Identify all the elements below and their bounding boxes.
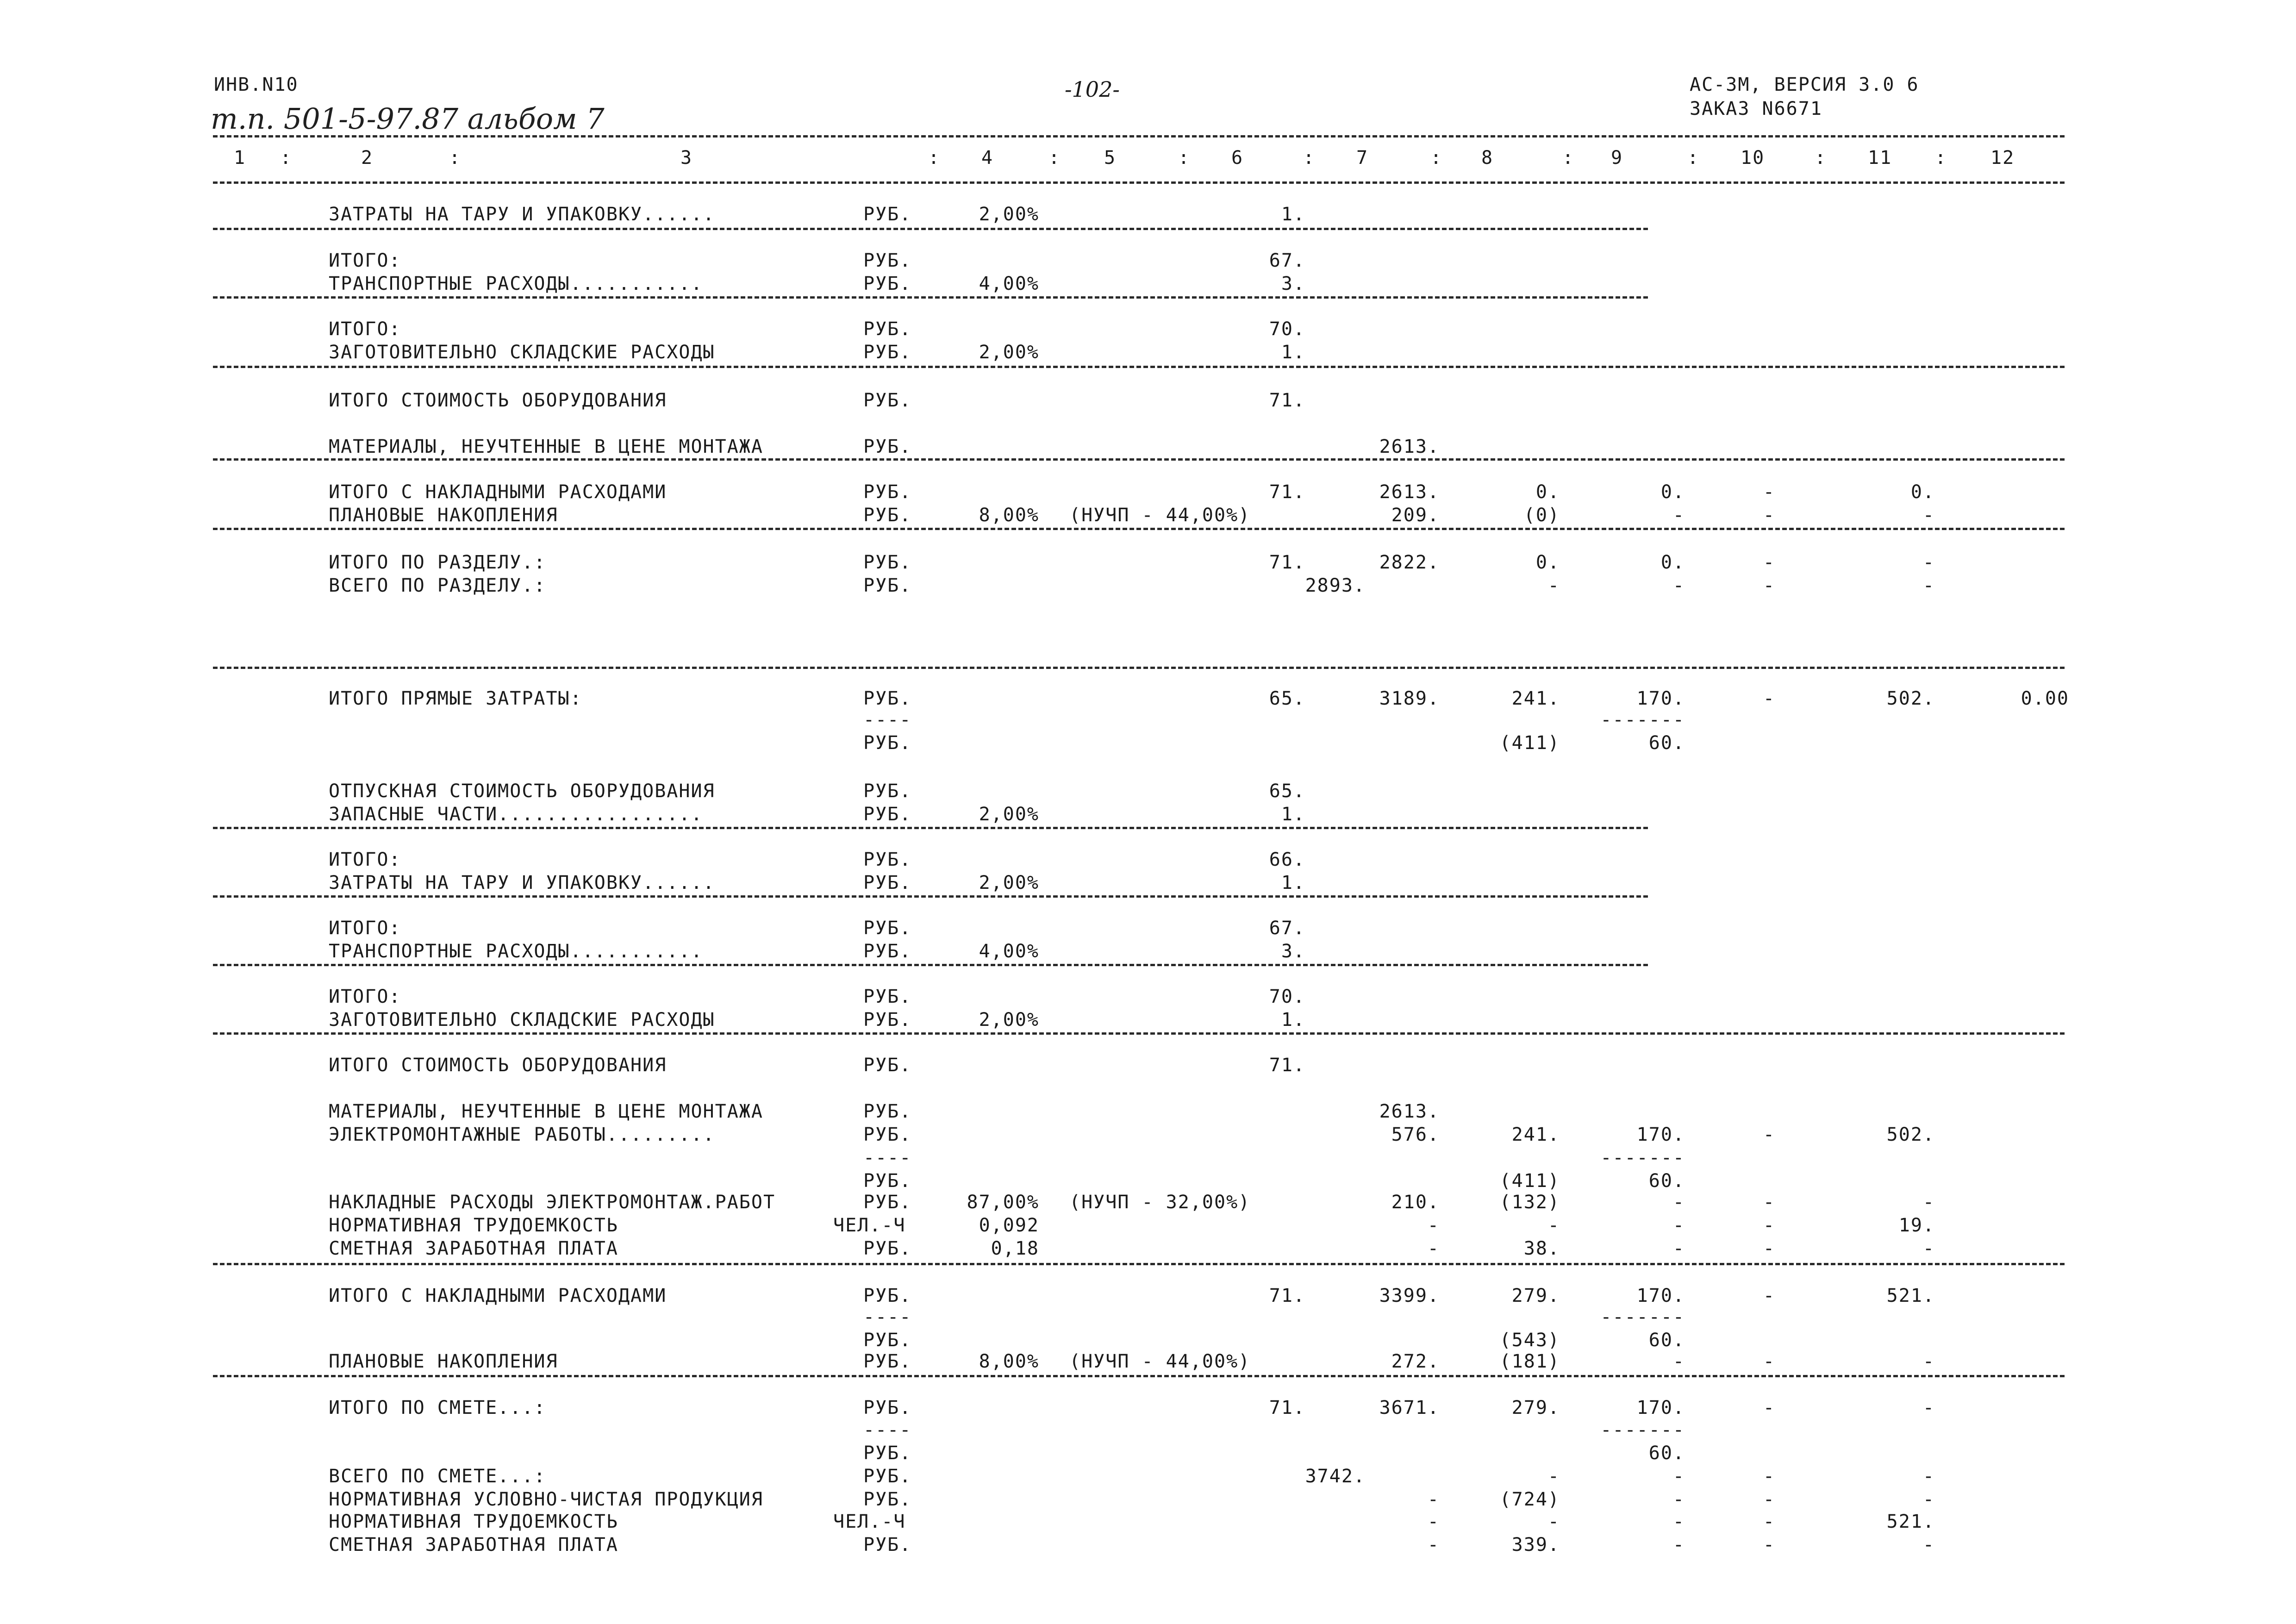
dashed-rule [213,458,2065,461]
row-label: СМЕТНАЯ ЗАРАБОТНАЯ ПЛАТА [329,1534,618,1555]
row-label: ТРАНСПОРТНЫЕ РАСХОДЫ........... [329,941,703,962]
row-cell-c4: 2,00% [979,804,1039,825]
row-cell-c12: 0.00 [2021,688,2069,709]
row-unit: РУБ. [863,1101,912,1122]
column-separator: : [928,147,941,169]
row-label: ЗАТРАТЫ НА ТАРУ И УПАКОВКУ...... [329,872,715,893]
row-cell-c10: - [1763,575,1775,596]
column-separator: : [1815,147,1827,169]
inventory-number: ИНВ.N10 [214,74,299,95]
row-cell-c8: (181) [1499,1351,1560,1372]
row-cell-c9: 0. [1660,481,1685,503]
row-cell-c6: 71. [1269,390,1305,411]
row-cell-c9: ------- [1600,1306,1685,1328]
column-number-6: 6 [1231,147,1244,169]
row-cell-c11: - [1922,575,1935,596]
row-cell-c11: - [1922,1238,1935,1259]
row-label: ИТОГО: [329,986,401,1007]
row-cell-c10: - [1763,1192,1775,1213]
column-number-1: 1 [234,147,246,169]
row-cell-c10: - [1763,1124,1775,1145]
row-cell-c6: 3. [1281,941,1305,962]
row-cell-c8: - [1547,1511,1560,1532]
row-label: ЗАПАСНЫЕ ЧАСТИ................. [329,804,703,825]
row-cell-c8: (411) [1499,732,1560,754]
row-cell-c6: 3. [1281,273,1305,294]
dashed-rule [213,1375,2065,1377]
row-label: ИТОГО ПРЯМЫЕ ЗАТРАТЫ: [329,688,582,709]
row-unit: РУБ. [863,481,912,503]
column-number-7: 7 [1356,147,1369,169]
row-unit: РУБ. [863,918,912,939]
row-cell-c10: - [1763,1397,1775,1418]
row-unit: РУБ. [863,1330,912,1351]
row-label: ВСЕГО ПО РАЗДЕЛУ.: [329,575,546,596]
program-version: АС-3М, ВЕРСИЯ 3.0 6 [1690,74,1919,95]
row-unit: РУБ. [863,390,912,411]
row-cell-c6: 65. [1269,688,1305,709]
row-label: ИТОГО ПО РАЗДЕЛУ.: [329,552,546,573]
row-cell-c7: - [1427,1489,1440,1510]
row-accrual-basis: (НУЧП - 44,00%) [1069,1351,1251,1372]
row-cell-c9: - [1672,1511,1685,1532]
dashed-rule [213,895,1648,898]
column-separator: : [280,147,293,169]
row-label: ЗАГОТОВИТЕЛЬНО СКЛАДСКИЕ РАСХОДЫ [329,342,715,363]
row-label: МАТЕРИАЛЫ, НЕУЧТЕННЫЕ В ЦЕНЕ МОНТАЖА [329,436,763,457]
row-cell-c7: 2613. [1379,1101,1440,1122]
row-label: ЗАТРАТЫ НА ТАРУ И УПАКОВКУ...... [329,204,715,225]
row-unit: ---- [863,1147,912,1168]
row-cell-c9: 60. [1648,1330,1685,1351]
row-label: НАКЛАДНЫЕ РАСХОДЫ ЭЛЕКТРОМОНТАЖ.РАБОТ [329,1192,776,1213]
row-unit: РУБ. [863,781,912,802]
row-label: ИТОГО: [329,250,401,271]
row-cell-c9: - [1672,575,1685,596]
row-cell-c6: 1. [1281,1009,1305,1031]
row-cell-c10: - [1763,1466,1775,1487]
row-unit: РУБ. [863,872,912,893]
row-label: ИТОГО: [329,849,401,870]
column-separator: : [1687,147,1700,169]
row-cell-c9: 170. [1636,1397,1685,1418]
row-cell-c9: ------- [1600,1147,1685,1168]
column-number-3: 3 [680,147,693,169]
row-unit: РУБ. [863,1055,912,1076]
row-unit: РУБ. [863,552,912,573]
row-unit: РУБ. [863,1466,912,1487]
row-cell-c10: - [1763,1351,1775,1372]
row-unit: РУБ. [863,1397,912,1418]
row-cell-c9: ------- [1600,709,1685,731]
row-cell-c6: 71. [1269,481,1305,503]
row-unit: РУБ. [863,1238,912,1259]
row-unit: РУБ. [863,1351,912,1372]
row-cell-c7: 3671. [1379,1397,1440,1418]
row-unit: РУБ. [863,342,912,363]
row-cell-c4: 4,00% [979,273,1039,294]
row-cell-c4: 8,00% [979,1351,1039,1372]
row-cell-c11: 521. [1886,1511,1935,1532]
row-cell-c8: 279. [1511,1285,1560,1306]
row-cell-c8: 0. [1535,552,1560,573]
row-unit: РУБ. [863,505,912,526]
row-cell-c6: 65. [1269,781,1305,802]
column-number-9: 9 [1611,147,1623,169]
row-cell-c10: - [1763,1285,1775,1306]
row-label: ПЛАНОВЫЕ НАКОПЛЕНИЯ [329,1351,558,1372]
row-cell-c11: - [1922,1489,1935,1510]
row-cell-c8: 339. [1511,1534,1560,1555]
row-cell-c7: 209. [1391,505,1440,526]
row-cell-c6: 66. [1269,849,1305,870]
row-unit: ---- [863,1306,912,1328]
column-separator: : [1303,147,1316,169]
column-separator: : [1562,147,1575,169]
row-cell-c8: (132) [1499,1192,1560,1213]
row-unit: РУБ. [863,941,912,962]
row-cell-c10: - [1763,1238,1775,1259]
row-unit: РУБ. [863,273,912,294]
row-unit: РУБ. [863,1285,912,1306]
row-cell-c11: - [1922,1351,1935,1372]
order-number: ЗАКАЗ N6671 [1690,98,1822,119]
row-cell-c4: 4,00% [979,941,1039,962]
row-cell-c9: 60. [1648,1443,1685,1464]
row-unit: РУБ. [863,1009,912,1031]
row-cell-c11: 502. [1886,688,1935,709]
row-unit: РУБ. [863,204,912,225]
dashed-rule [213,1263,2065,1265]
row-cell-c9: 170. [1636,1285,1685,1306]
row-unit: РУБ. [863,250,912,271]
row-cell-c6: 70. [1269,319,1305,340]
row-label: ЭЛЕКТРОМОНТАЖНЫЕ РАБОТЫ......... [329,1124,715,1145]
row-cell-c9: - [1672,1215,1685,1236]
row-cell-c9: 170. [1636,688,1685,709]
row-cell-c10: - [1763,552,1775,573]
row-unit: РУБ. [863,1443,912,1464]
row-label: НОРМАТИВНАЯ ТРУДОЕМКОСТЬ [329,1511,618,1532]
row-unit: ---- [863,709,912,731]
dashed-rule [213,181,2065,184]
row-cell-c7: 2613. [1379,481,1440,503]
row-label: ИТОГО: [329,319,401,340]
row-unit: РУБ. [863,575,912,596]
row-cell-c9: - [1672,1489,1685,1510]
column-number-5: 5 [1104,147,1117,169]
row-cell-c6: 71. [1269,1285,1305,1306]
row-label: СМЕТНАЯ ЗАРАБОТНАЯ ПЛАТА [329,1238,618,1259]
row-label: ИТОГО С НАКЛАДНЫМИ РАСХОДАМИ [329,481,667,503]
row-label: ИТОГО С НАКЛАДНЫМИ РАСХОДАМИ [329,1285,667,1306]
row-cell-c7: 210. [1391,1192,1440,1213]
row-cell-c7: - [1427,1534,1440,1555]
row-cell-c11: - [1922,1466,1935,1487]
row-label: НОРМАТИВНАЯ ТРУДОЕМКОСТЬ [329,1215,618,1236]
dashed-rule [213,135,2065,137]
row-cell-c6: 1. [1281,342,1305,363]
dashed-rule [213,667,2065,669]
row-cell-c9: ------- [1600,1419,1685,1441]
row-cell-c7: 576. [1391,1124,1440,1145]
row-label: ИТОГО ПО СМЕТЕ...: [329,1397,546,1418]
row-cell-c8: 38. [1523,1238,1560,1259]
row-cell-c7: - [1427,1215,1440,1236]
row-unit: РУБ. [863,986,912,1007]
row-cell-c7: 3399. [1379,1285,1440,1306]
row-cell-c8: 279. [1511,1397,1560,1418]
row-cell-c6: 67. [1269,250,1305,271]
row-cell-c9: - [1672,1466,1685,1487]
row-cell-c10: - [1763,1511,1775,1532]
row-cell-c7: - [1427,1511,1440,1532]
column-number-8: 8 [1481,147,1494,169]
row-unit: ---- [863,1419,912,1441]
row-cell-c9: 170. [1636,1124,1685,1145]
dashed-rule [213,1032,2065,1035]
row-cell-c11: 0. [1910,481,1935,503]
column-number-12: 12 [1990,147,2015,169]
row-cell-c67: 3742. [1305,1466,1366,1487]
column-separator: : [449,147,462,169]
row-cell-c8: (724) [1499,1489,1560,1510]
row-cell-c11: - [1922,505,1935,526]
row-cell-c8: 241. [1511,688,1560,709]
row-cell-c4: 0,092 [979,1215,1039,1236]
row-cell-c8: - [1547,575,1560,596]
row-accrual-basis: (НУЧП - 44,00%) [1069,505,1251,526]
row-cell-c4: 2,00% [979,872,1039,893]
row-unit: РУБ. [863,849,912,870]
row-cell-c9: - [1672,505,1685,526]
row-cell-c7: 2822. [1379,552,1440,573]
row-cell-c4: 87,00% [967,1192,1039,1213]
row-unit: ЧЕЛ.-Ч [833,1511,906,1532]
dashed-rule [213,296,1648,299]
row-cell-c8: (411) [1499,1170,1560,1192]
row-label: ИТОГО СТОИМОСТЬ ОБОРУДОВАНИЯ [329,1055,667,1076]
row-accrual-basis: (НУЧП - 32,00%) [1069,1192,1251,1213]
page-number: -102- [1065,77,1120,102]
column-number-11: 11 [1868,147,1892,169]
row-unit: РУБ. [863,1534,912,1555]
row-unit: РУБ. [863,732,912,754]
row-cell-c9: - [1672,1238,1685,1259]
row-cell-c10: - [1763,688,1775,709]
row-cell-c7: - [1427,1238,1440,1259]
row-unit: РУБ. [863,1124,912,1145]
row-cell-c7: 2613. [1379,436,1440,457]
row-cell-c9: - [1672,1351,1685,1372]
row-cell-c11: - [1922,1192,1935,1213]
dashed-rule [213,827,1648,829]
dashed-rule [213,528,2065,530]
row-unit: РУБ. [863,436,912,457]
row-cell-c11: - [1922,552,1935,573]
row-cell-c8: 0. [1535,481,1560,503]
row-cell-c6: 71. [1269,552,1305,573]
dashed-rule [213,228,1648,230]
row-cell-c8: (0) [1523,505,1560,526]
row-cell-c11: - [1922,1397,1935,1418]
row-cell-c9: - [1672,1192,1685,1213]
row-unit: РУБ. [863,1192,912,1213]
row-cell-c8: - [1547,1466,1560,1487]
row-cell-c4: 8,00% [979,505,1039,526]
row-label: ВСЕГО ПО СМЕТЕ...: [329,1466,546,1487]
row-cell-c6: 71. [1269,1397,1305,1418]
row-cell-c4: 2,00% [979,342,1039,363]
row-cell-c9: 0. [1660,552,1685,573]
row-cell-c10: - [1763,505,1775,526]
row-cell-c11: 502. [1886,1124,1935,1145]
row-unit: РУБ. [863,1489,912,1510]
row-label: ТРАНСПОРТНЫЕ РАСХОДЫ........... [329,273,703,294]
row-cell-c10: - [1763,1489,1775,1510]
column-number-2: 2 [361,147,374,169]
column-separator: : [1048,147,1061,169]
row-cell-c9: 60. [1648,732,1685,754]
row-cell-c6: 70. [1269,986,1305,1007]
row-cell-c6: 1. [1281,872,1305,893]
row-cell-c11: 19. [1898,1215,1935,1236]
row-cell-c6: 71. [1269,1055,1305,1076]
column-separator: : [1430,147,1443,169]
column-number-10: 10 [1741,147,1765,169]
row-unit: РУБ. [863,804,912,825]
row-label: МАТЕРИАЛЫ, НЕУЧТЕННЫЕ В ЦЕНЕ МОНТАЖА [329,1101,763,1122]
row-cell-c10: - [1763,1215,1775,1236]
row-cell-c8: - [1547,1215,1560,1236]
row-cell-c8: (543) [1499,1330,1560,1351]
row-cell-c9: - [1672,1534,1685,1555]
row-cell-c4: 0,18 [991,1238,1039,1259]
row-cell-c67: 2893. [1305,575,1366,596]
row-label: ИТОГО СТОИМОСТЬ ОБОРУДОВАНИЯ [329,390,667,411]
row-cell-c6: 1. [1281,204,1305,225]
row-cell-c4: 2,00% [979,204,1039,225]
row-label: ОТПУСКНАЯ СТОИМОСТЬ ОБОРУДОВАНИЯ [329,781,715,802]
row-label: ИТОГО: [329,918,401,939]
row-cell-c8: 241. [1511,1124,1560,1145]
row-cell-c4: 2,00% [979,1009,1039,1031]
row-cell-c10: - [1763,1534,1775,1555]
row-label: ПЛАНОВЫЕ НАКОПЛЕНИЯ [329,505,558,526]
row-label: ЗАГОТОВИТЕЛЬНО СКЛАДСКИЕ РАСХОДЫ [329,1009,715,1031]
column-separator: : [1935,147,1947,169]
column-number-4: 4 [981,147,994,169]
row-cell-c9: 60. [1648,1170,1685,1192]
row-cell-c10: - [1763,481,1775,503]
row-unit: ЧЕЛ.-Ч [833,1215,906,1236]
row-unit: РУБ. [863,688,912,709]
project-album-handwritten: т.п. 501-5-97.87 альбом 7 [211,102,605,136]
dashed-rule [213,964,1648,966]
row-unit: РУБ. [863,319,912,340]
row-cell-c6: 67. [1269,918,1305,939]
dashed-rule [213,366,2065,368]
row-cell-c7: 272. [1391,1351,1440,1372]
column-separator: : [1178,147,1191,169]
row-label: НОРМАТИВНАЯ УСЛОВНО-ЧИСТАЯ ПРОДУКЦИЯ [329,1489,763,1510]
row-unit: РУБ. [863,1170,912,1192]
row-cell-c11: 521. [1886,1285,1935,1306]
row-cell-c7: 3189. [1379,688,1440,709]
row-cell-c6: 1. [1281,804,1305,825]
row-cell-c11: - [1922,1534,1935,1555]
